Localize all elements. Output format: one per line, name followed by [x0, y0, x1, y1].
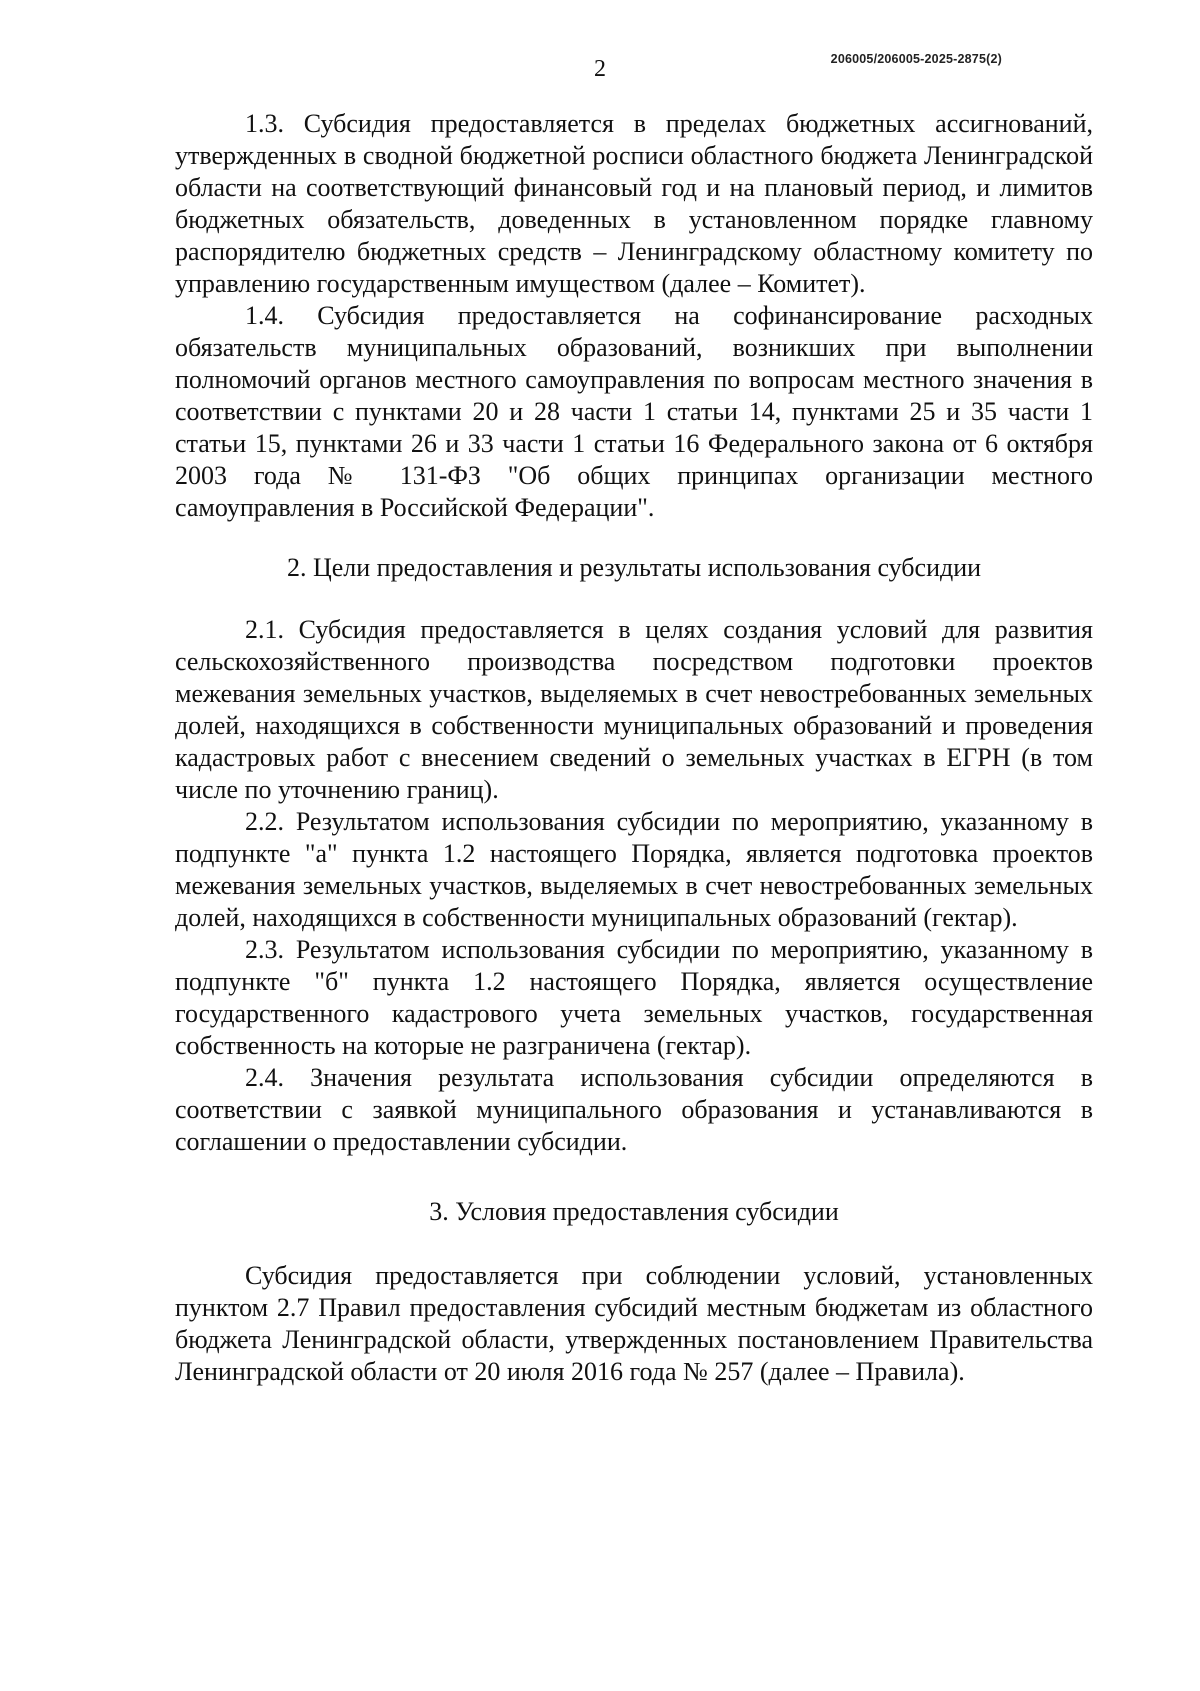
document-body — [175, 108, 1093, 1388]
document-id: 206005/206005-2025-2875(2) — [830, 52, 1002, 66]
paragraph-1-4: 1.4. Субсидия предоставляется на софинансирование расходных обязательств муниципальных образований, возникших при выполнении полномочий органов местного самоуправления по вопросам местного значения в соответствии с пунктами 20 и 28 части 1 статьи 14, пунктами 25 и 35 части 1 статьи 15, пунктами 26 и 33 части 1 статьи 16 Федерального закона от 6 октября 2003 года № 131-ФЗ "Об общих принципах организации местного самоуправления в Российской Федерации". — [175, 301, 1093, 522]
page-number: 2 — [594, 56, 606, 82]
section-2-heading: 2. Цели предоставления и результаты использования субсидии — [286, 553, 982, 582]
section-3-heading: 3. Условия предоставления субсидии — [429, 1197, 839, 1226]
paragraph-2-4: 2.4. Значения результата использования субсидии определяются в соответствии с заявкой муниципального образования и устанавливаются в соглашении о предоставлении субсидии. — [175, 1063, 1093, 1156]
paragraph-2-3: 2.3. Результатом использования субсидии по мероприятию, указанному в подпункте "б" пункта 1.2 настоящего Порядка, является осуществление государственного кадастрового учета земельных участков, государственная собственность на которые не разграничена (гектар). — [175, 935, 1093, 1060]
paragraph-2-1: 2.1. Субсидия предоставляется в целях создания условий для развития сельскохозяйственного производства посредством подготовки проектов межевания земельных участков, выделяемых в счет невостребованных земельных долей, находящихся в собственности муниципальных образований и проведения кадастровых работ с внесением сведений о земельных участках в ЕГРН (в том числе по уточнению границ). — [175, 615, 1093, 804]
paragraph-2-2: 2.2. Результатом использования субсидии по мероприятию, указанному в подпункте "а" пункта 1.2 настоящего Порядка, является подготовка проектов межевания земельных участков, выделяемых в счет невостребованных земельных долей, находящихся в собственности муниципальных образований (гектар). — [175, 807, 1093, 932]
paragraph-1-3: 1.3. Субсидия предоставляется в пределах бюджетных ассигнований, утвержденных в сводной бюджетной росписи областного бюджета Ленинградской области на соответствующий финансовый год и на плановый период, и лимитов бюджетных обязательств, доведенных в установленном порядке главному распорядителю бюджетных средств – Ленинградскому областному комитету по управлению государственным имуществом (далее – Комитет). — [175, 109, 1093, 298]
paragraph-3-1: Субсидия предоставляется при соблюдении условий, установленных пунктом 2.7 Правил предоставления субсидий местным бюджетам из областного бюджета Ленинградской области, утвержденных постановлением Правительства Ленинградской области от 20 июля 2016 года № 257 (далее – Правила). — [175, 1261, 1093, 1386]
